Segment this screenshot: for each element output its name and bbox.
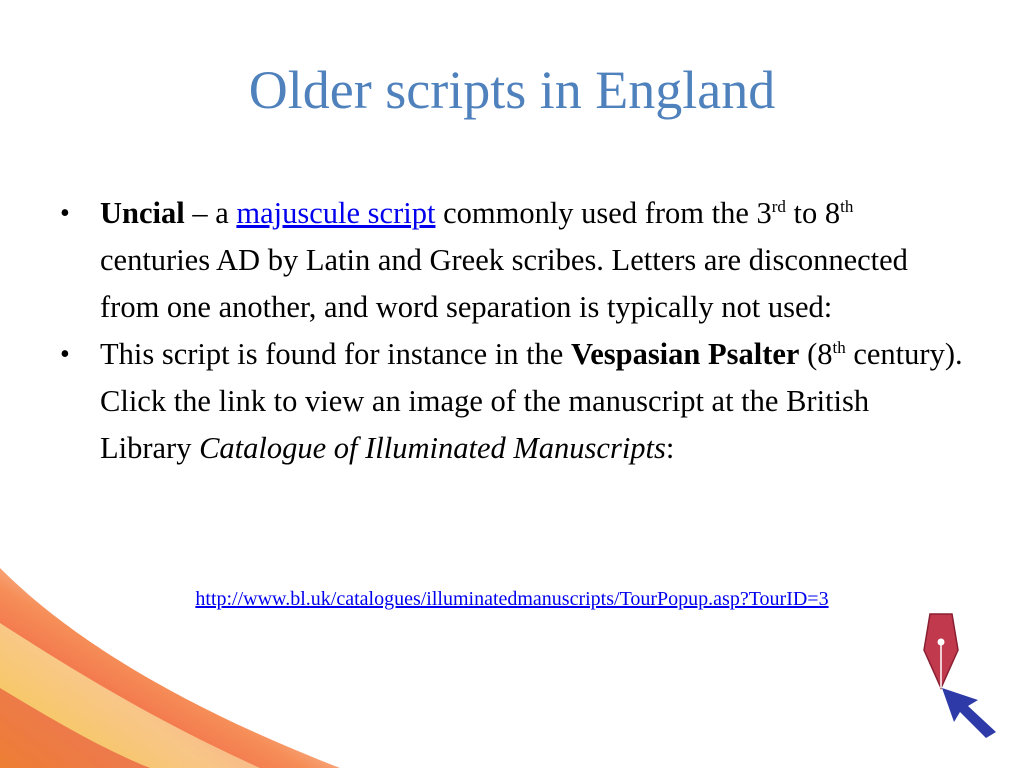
slide-title: Older scripts in England [248,60,776,120]
british-library-url-link[interactable]: http://www.bl.uk/catalogues/illuminatedmanuscripts/TourPopup.asp?TourID=3 [195,588,829,610]
bullet-icon: • [60,198,70,229]
bullet-item-uncial: • Uncial – a majuscule script commonly used from the 3rd to 8th centuries AD by Latin and Greek scribes. Letters are disconnected from one another, and word separation is typically not used: [58,190,968,331]
pen-nib-icon [924,614,958,688]
term-vespasian-psalter: Vespasian Psalter [570,337,800,371]
url-line [0,588,1024,611]
cursor-arrow-icon [942,688,996,738]
bullet-icon: • [60,339,70,370]
term-uncial: Uncial [100,196,185,230]
majuscule-script-link[interactable]: majuscule script [236,196,436,230]
catalogue-title: Catalogue of Illuminated Manuscripts [199,431,666,465]
bullet-list [58,190,968,472]
pen-cursor-graphic [918,612,1008,742]
bullet-item-vespasian: • This script is found for instance in the Vespasian Psalter (8th century). Click the link to view an image of the manuscript at the British Library Catalogue of Illuminated Manuscripts: [58,331,968,472]
